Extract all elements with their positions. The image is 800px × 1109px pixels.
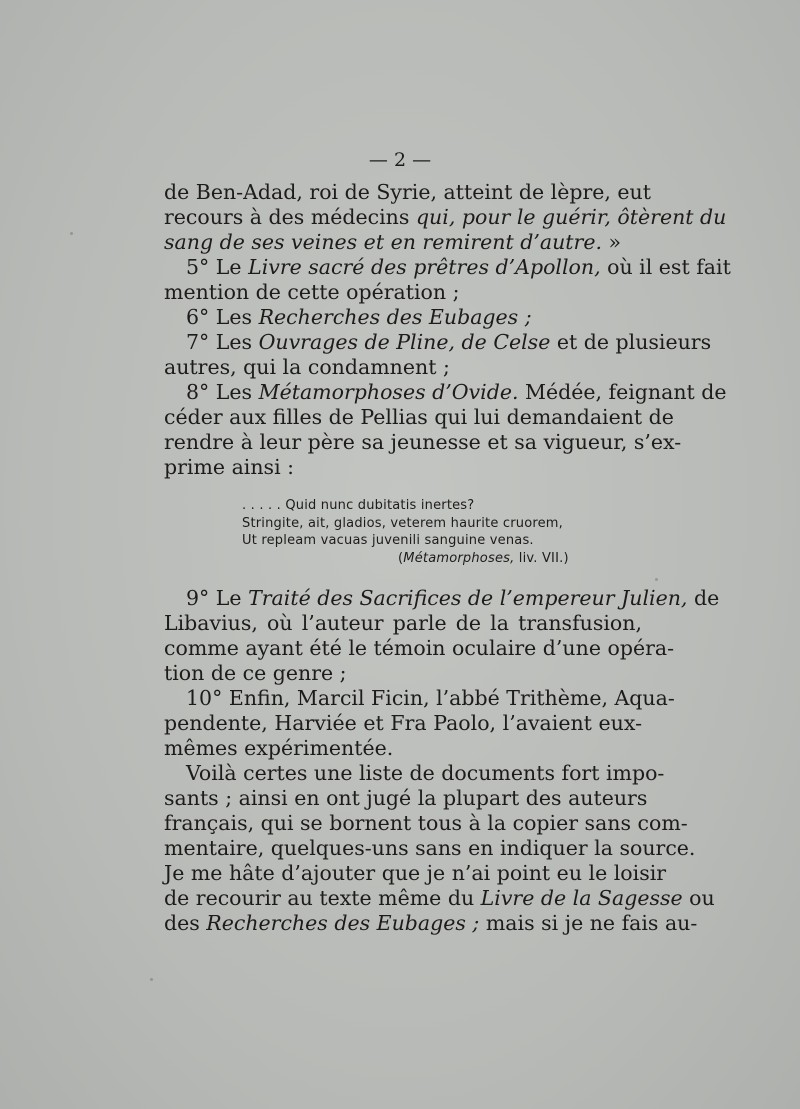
text-run: des <box>164 911 207 935</box>
text-line <box>164 861 667 886</box>
text-run: autres, qui la condamnent ; <box>164 355 450 379</box>
text-run: prime ainsi : <box>164 455 295 479</box>
text-line <box>164 786 648 811</box>
text-line <box>164 586 720 611</box>
text-run: pendente, Harviée et Fra Paolo, l’avaient eux- <box>164 711 642 735</box>
italic-run: qui, pour le guérir, ôtèrent du <box>415 205 727 229</box>
text-run: Je me hâte d’ajouter que je n’ai point eu le loisir <box>164 861 667 885</box>
text-line <box>164 811 688 836</box>
text-run: de Ben-Adad, roi de Syrie, atteint de lèpre, eut <box>164 180 651 204</box>
citation-reference: liv. VII.) <box>514 550 569 566</box>
citation-title: Métamorphoses, <box>403 550 515 566</box>
text-run: tion de ce genre ; <box>164 661 347 685</box>
paper-speck <box>655 578 658 581</box>
text-line <box>164 355 642 380</box>
body-text-upper <box>164 180 731 480</box>
text-line <box>164 711 642 736</box>
italic-run: Livre sacré des prêtres d’Apollon, <box>248 255 601 279</box>
italic-run: sang de ses veines et en remirent d’autre. <box>164 230 602 254</box>
text-line <box>164 380 727 405</box>
text-run: 5° Le <box>186 255 249 279</box>
text-run: Voilà certes une liste de documents fort impo- <box>186 761 665 785</box>
text-run: où il est fait <box>600 255 731 279</box>
text-run: Libavius, où l’auteur parle de la transfusion, <box>164 611 642 635</box>
text-run: 8° Les <box>186 380 259 404</box>
text-run: 9° Le <box>186 586 249 610</box>
text-line <box>164 180 651 205</box>
quotation-line-1: . . . . . Quid nunc dubitatis inertes? <box>242 498 475 513</box>
text-line <box>164 736 642 761</box>
text-line <box>164 886 715 911</box>
text-run: recours à des médecins <box>164 205 416 229</box>
text-run: ou <box>682 886 715 910</box>
text-run: comme ayant été le témoin oculaire d’une opéra- <box>164 636 675 660</box>
text-run: Médée, feignant de <box>518 380 727 404</box>
text-run: mention de cette opération ; <box>164 280 460 304</box>
latin-quotation <box>242 497 569 567</box>
text-run: 6° Les <box>186 305 259 329</box>
text-run: rendre à leur père sa jeunesse et sa vigueur, s’ex- <box>164 430 682 454</box>
text-line <box>164 255 731 280</box>
text-line <box>164 405 674 430</box>
text-run: français, qui se bornent tous à la copier sans com- <box>164 811 688 835</box>
page-number: — 2 — <box>368 149 432 171</box>
text-line <box>164 661 642 686</box>
text-run: 7° Les <box>186 330 259 354</box>
text-line <box>164 836 696 861</box>
text-run: céder aux filles de Pellias qui lui demandaient de <box>164 405 674 429</box>
text-run: mentaire, quelques-uns sans en indiquer la source. <box>164 836 696 860</box>
text-run: et de plusieurs <box>550 330 712 354</box>
text-run: mais si je ne fais au- <box>479 911 698 935</box>
text-line <box>164 330 712 355</box>
text-line <box>164 636 675 661</box>
text-line <box>164 205 727 230</box>
text-line <box>164 305 642 330</box>
italic-run: Traité des Sacrifices de l’empereur Julien, <box>248 586 688 610</box>
paper-speck <box>150 978 153 981</box>
text-line <box>164 686 675 711</box>
text-line <box>164 611 642 636</box>
text-run: sants ; ainsi en ont jugé la plupart des auteurs <box>164 786 648 810</box>
body-text-lower <box>164 586 720 936</box>
text-run: mêmes expérimentée. <box>164 736 394 760</box>
italic-run: Livre de la Sagesse <box>480 886 683 910</box>
quotation-line-2: Stringite, ait, gladios, veterem haurite cruorem, <box>242 515 564 531</box>
italic-run: Recherches des Eubages ; <box>206 911 480 935</box>
text-line <box>164 911 698 936</box>
text-run: de <box>687 586 720 610</box>
italic-run: Recherches des Eubages ; <box>258 305 532 329</box>
text-line <box>164 455 642 480</box>
text-line <box>164 761 665 786</box>
text-run: 10° Enfin, Marcil Ficin, l’abbé Trithème, Aqua- <box>186 686 675 710</box>
paper-speck <box>70 232 73 235</box>
italic-run: Métamorphoses d’Ovide. <box>258 380 519 404</box>
text-run: » <box>602 230 622 254</box>
quotation-citation: (Métamorphoses, liv. VII.) <box>398 550 569 566</box>
italic-run: Ouvrages de Pline, de Celse <box>258 330 551 354</box>
quotation-line-3: Ut repleam vacuas juvenili sanguine venas. <box>242 533 534 548</box>
text-line <box>164 280 642 305</box>
text-line <box>164 430 682 455</box>
text-line <box>164 230 642 255</box>
text-run: de recourir au texte même du <box>164 886 481 910</box>
